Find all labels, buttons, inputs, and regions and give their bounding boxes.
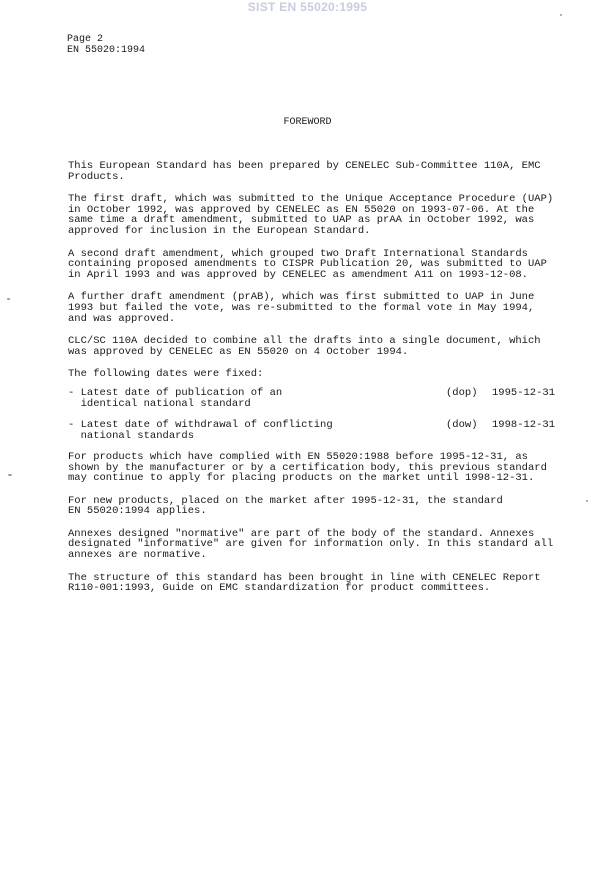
date-value: 1995-12-31	[492, 386, 556, 399]
paragraph-further-amendment: A further draft amendment (prAB), which was first submitted to UAP in June 1993 but failed the vote, was re-submitted to the formal vote in May 1994, and was approved.	[68, 291, 535, 325]
page-title: FOREWORD	[283, 117, 332, 128]
date-row-dop	[68, 388, 568, 410]
paragraph-combine-drafts: CLC/SC 110A decided to combine all the drafts into a single document, which was approved by CENELEC as EN 55020 on 4 October 1994.	[68, 335, 541, 358]
paragraph-preparation: This European Standard has been prepared by CENELEC Sub-Committee 110A, EMC Products.	[68, 160, 541, 183]
paragraph-first-draft: The first draft, which was submitted to the Unique Acceptance Procedure (UAP) in October 1992, was approved by CENELEC as EN 55020 on 1993-07-06. At the same time a draft amendment, submitted to UAP as prAA in October 1992, was approved for inclusion in the European Standard.	[68, 193, 554, 237]
page-number: Page 2	[67, 34, 104, 45]
date-label: - Latest date of withdrawal of conflicting national standards	[68, 418, 333, 442]
date-code: (dow)	[446, 418, 478, 431]
paragraph-transition: For products which have complied with EN 55020:1988 before 1995-12-31, as shown by the manufacturer or by a certification body, this previous standard may continue to apply for placing products on the market until 1998-12-31.	[68, 450, 547, 485]
document-body	[68, 161, 568, 606]
page-header	[67, 34, 145, 56]
date-value: 1998-12-31	[492, 418, 556, 431]
scan-speck	[560, 14, 562, 16]
date-code: (dop)	[446, 386, 478, 399]
scan-speck	[8, 474, 12, 476]
date-row-dow	[68, 420, 568, 442]
paragraph-annexes: Annexes designed "normative" are part of the body of the standard. Annexes designated "informative" are given for information only. In this standard all annexes are normative.	[68, 527, 554, 562]
standard-id: EN 55020:1994	[67, 45, 146, 56]
paragraph-second-amendment: A second draft amendment, which grouped two Draft International Standards containing proposed amendments to CISPR Publication 20, was submitted to UAP in April 1993 and was approved by CENELEC as amendment A11 on 1993-12-08.	[68, 247, 547, 281]
scan-speck	[7, 298, 10, 300]
date-label: - Latest date of publication of an identical national standard	[68, 386, 283, 410]
paragraph-dates-intro: The following dates were fixed:	[68, 368, 264, 381]
scan-speck	[586, 500, 588, 502]
watermark: SIST EN 55020:1995	[247, 0, 368, 14]
paragraph-new-products: For new products, placed on the market after 1995-12-31, the standard EN 55020:1994 applies.	[68, 494, 503, 518]
paragraph-structure: The structure of this standard has been brought in line with CENELEC Report R110-001:1993, Guide on EMC standardization for product committees.	[68, 571, 541, 595]
